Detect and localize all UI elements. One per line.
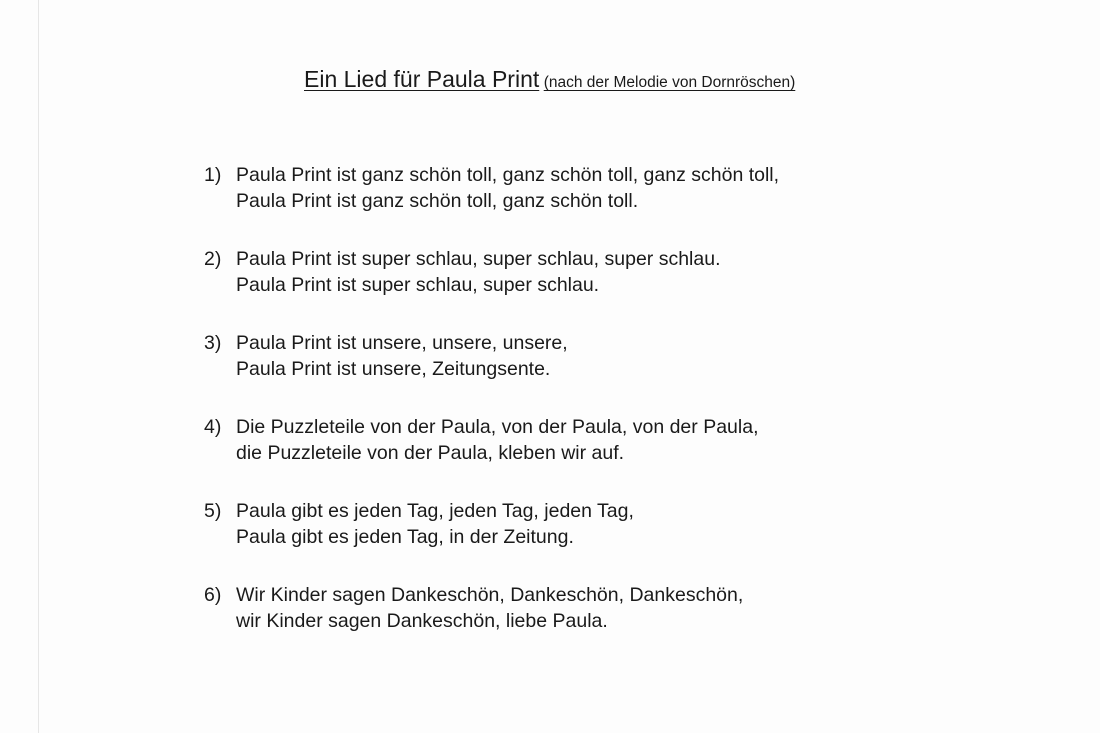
verse-line: Die Puzzleteile von der Paula, von der Paula, von der Paula, (236, 416, 759, 438)
verse-line: Wir Kinder sagen Dankeschön, Dankeschön, Dankeschön, (236, 584, 744, 606)
document-title: Ein Lied für Paula Print (304, 66, 540, 92)
document-heading (304, 66, 795, 93)
verse-line: Paula gibt es jeden Tag, jeden Tag, jeden Tag, (236, 500, 634, 522)
verse-line: die Puzzleteile von der Paula, kleben wir auf. (236, 442, 625, 464)
verse-3 (204, 330, 779, 382)
verse-number: 1) (204, 164, 222, 186)
verse-5 (204, 498, 779, 550)
verse-text (236, 498, 634, 550)
verse-number: 6) (204, 584, 222, 606)
page-edge-line (38, 0, 39, 733)
verse-6 (204, 582, 779, 634)
verse-text (236, 246, 721, 298)
verse-2 (204, 246, 779, 298)
verse-number: 2) (204, 248, 222, 270)
verse-line: Paula Print ist super schlau, super schlau, super schlau. (236, 248, 721, 270)
verse-text (236, 162, 779, 214)
verse-number: 3) (204, 332, 222, 354)
verse-list (204, 162, 779, 666)
verse-line: Paula Print ist ganz schön toll, ganz schön toll. (236, 190, 639, 212)
verse-text (236, 330, 568, 382)
verse-line: wir Kinder sagen Dankeschön, liebe Paula. (236, 610, 608, 632)
verse-number: 5) (204, 500, 222, 522)
verse-line: Paula Print ist ganz schön toll, ganz schön toll, ganz schön toll, (236, 164, 780, 186)
verse-1 (204, 162, 779, 214)
verse-text (236, 582, 743, 634)
document-subtitle: (nach der Melodie von Dornröschen) (543, 74, 796, 91)
verse-line: Paula Print ist unsere, Zeitungsente. (236, 358, 551, 380)
verse-line: Paula Print ist super schlau, super schlau. (236, 274, 600, 296)
verse-number: 4) (204, 416, 222, 438)
verse-4 (204, 414, 779, 466)
verse-line: Paula Print ist unsere, unsere, unsere, (236, 332, 568, 354)
verse-text (236, 414, 758, 466)
verse-line: Paula gibt es jeden Tag, in der Zeitung. (236, 526, 574, 548)
